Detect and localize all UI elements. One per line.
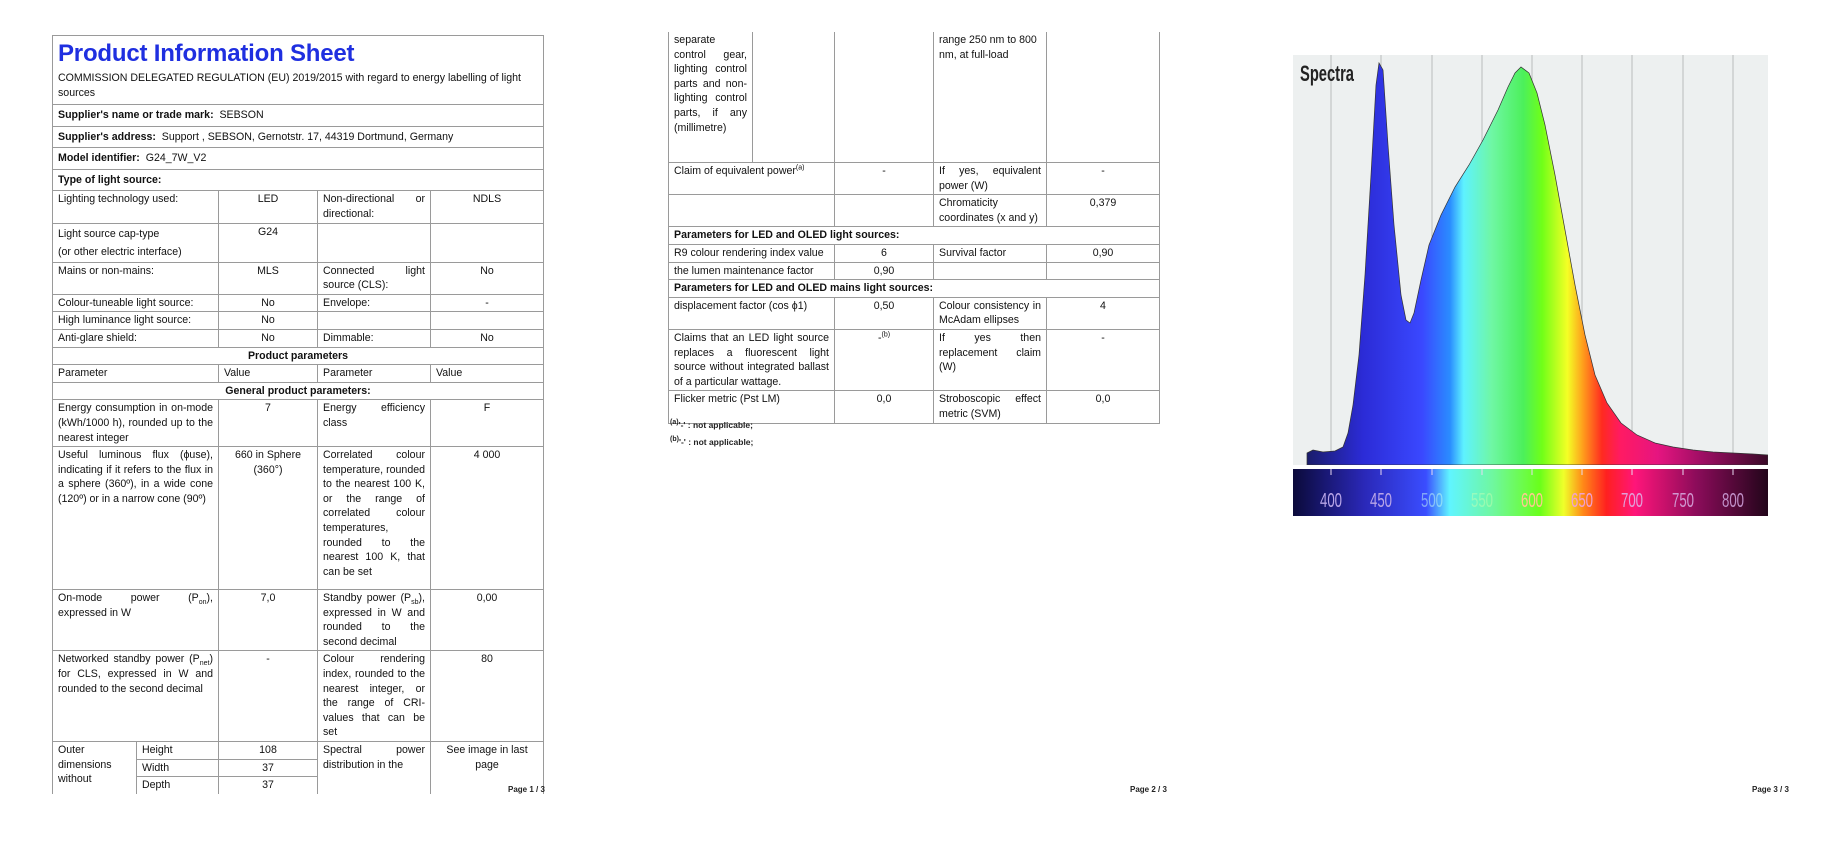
supplier-name: SEBSON bbox=[219, 109, 264, 121]
page-number: Page 2 / 3 bbox=[1130, 785, 1167, 794]
param-value: 4 000 bbox=[431, 447, 544, 590]
supplier-address: Support , SEBSON, Gernotstr. 17, 44319 Dortmund, Germany bbox=[161, 130, 454, 143]
param-label: On-mode power $(P_{on})$, expressed in W bbox=[53, 590, 219, 651]
param-label: Claim of equivalent power$^{(a)}$ bbox=[669, 163, 835, 195]
table-row bbox=[669, 297, 1160, 329]
param-value: No bbox=[219, 294, 318, 312]
param-label: Envelope: bbox=[318, 294, 431, 312]
param-value bbox=[431, 223, 544, 262]
param-label: Colour consistency in McAdam ellipses bbox=[934, 297, 1047, 329]
param-label: Non-directional or directional: bbox=[318, 191, 431, 223]
param-label: High luminance light source: bbox=[53, 312, 219, 330]
param-label: Lighting technology used: bbox=[53, 191, 219, 223]
table-row bbox=[669, 195, 1160, 227]
param-value: 0,90 bbox=[835, 262, 934, 280]
param-value: 80 bbox=[431, 651, 544, 742]
page-2 bbox=[560, 0, 1180, 842]
svg-text:800: 800 bbox=[1722, 490, 1744, 512]
table-row bbox=[669, 262, 1160, 280]
table-row bbox=[669, 329, 1160, 390]
param-value: G24 bbox=[219, 223, 318, 262]
param-value: 4 bbox=[1047, 297, 1160, 329]
product-parameters-heading: Product parameters bbox=[53, 347, 544, 365]
param-label bbox=[318, 312, 431, 330]
table-row bbox=[53, 651, 544, 742]
svg-text:750: 750 bbox=[1672, 490, 1694, 512]
table-row bbox=[53, 590, 544, 651]
svg-text:550: 550 bbox=[1471, 490, 1493, 512]
product-info-table-continued bbox=[668, 32, 1160, 424]
param-label: Spectral power distribution in the bbox=[318, 742, 431, 794]
param-value: - bbox=[835, 163, 934, 195]
table-row bbox=[53, 262, 544, 294]
table-row bbox=[669, 391, 1160, 423]
param-label: Survival factor bbox=[934, 244, 1047, 262]
param-label: R9 colour rendering index value bbox=[669, 244, 835, 262]
param-value: - bbox=[1047, 163, 1160, 195]
supplier-address-label: Supplier's address: bbox=[58, 130, 156, 143]
param-value: LED bbox=[219, 191, 318, 223]
param-value bbox=[431, 312, 544, 330]
param-value: 0,0 bbox=[835, 391, 934, 423]
svg-text:700: 700 bbox=[1621, 490, 1643, 512]
dimension-name: Depth bbox=[137, 777, 219, 794]
param-label: the lumen maintenance factor bbox=[669, 262, 835, 280]
chart-title: Spectra bbox=[1300, 61, 1355, 86]
table-row bbox=[53, 312, 544, 330]
param-label: Useful luminous flux (ϕuse), indicating if it refers to the flux in a sphere (360º), in a wide cone (120º) or in a narrow cone (90º) bbox=[53, 447, 219, 590]
table-row bbox=[53, 447, 544, 590]
param-value bbox=[835, 195, 934, 227]
page-title: Product Information Sheet bbox=[58, 40, 355, 67]
param-value: MLS bbox=[219, 262, 318, 294]
param-label: If yes then replacement claim (W) bbox=[934, 329, 1047, 390]
param-label: Anti-glare shield: bbox=[53, 329, 219, 347]
param-value: See image in last page bbox=[431, 742, 544, 794]
param-value: -$^{(b)}$ bbox=[835, 329, 934, 390]
type-heading: Type of light source: bbox=[53, 169, 544, 191]
page-number: Page 3 / 3 bbox=[1752, 785, 1789, 794]
table-row bbox=[53, 294, 544, 312]
led-parameters-heading: Parameters for LED and OLED light sources: bbox=[669, 227, 1160, 245]
param-label bbox=[318, 223, 431, 262]
param-label: displacement factor (cos ϕ1) bbox=[669, 297, 835, 329]
table-row bbox=[53, 400, 544, 447]
table-row bbox=[669, 32, 1160, 163]
dimension-name: Width bbox=[137, 759, 219, 777]
table-row bbox=[53, 223, 544, 262]
param-label: Chromaticity coordinates (x and y) bbox=[934, 195, 1047, 227]
param-value: No bbox=[219, 312, 318, 330]
product-info-table bbox=[52, 35, 544, 794]
table-row bbox=[669, 163, 1160, 195]
param-value: 0,00 bbox=[431, 590, 544, 651]
spectral-distribution-graphic bbox=[1293, 55, 1768, 516]
footnote-b: $^{(b)}$'-' : not applicable; bbox=[670, 436, 754, 447]
param-label: Standby power $(P_{sb})$, expressed in W and rounded to the second decimal bbox=[318, 590, 431, 651]
dimension-value: 37 bbox=[219, 777, 318, 794]
dimension-value: 108 bbox=[219, 742, 318, 760]
dimension-value: 37 bbox=[219, 759, 318, 777]
param-value: 0,379 bbox=[1047, 195, 1160, 227]
table-row bbox=[53, 191, 544, 223]
param-label-sub: (or other electric interface) bbox=[58, 245, 182, 258]
column-header: Parameter bbox=[318, 365, 431, 383]
page-1 bbox=[0, 0, 560, 842]
svg-text:500: 500 bbox=[1421, 490, 1443, 512]
param-value: No bbox=[431, 329, 544, 347]
mains-parameters-heading: Parameters for LED and OLED mains light sources: bbox=[669, 280, 1160, 298]
table-row bbox=[669, 244, 1160, 262]
param-value: 0,90 bbox=[1047, 244, 1160, 262]
svg-text:650: 650 bbox=[1571, 490, 1593, 512]
param-label: Dimmable: bbox=[318, 329, 431, 347]
param-label: Flicker metric (Pst LM) bbox=[669, 391, 835, 423]
regulation-text: COMMISSION DELEGATED REGULATION (EU) 2019/2015 with regard to energy labelling of light sources bbox=[58, 72, 521, 99]
column-header-row bbox=[53, 365, 544, 383]
param-value: NDLS bbox=[431, 191, 544, 223]
param-label bbox=[934, 262, 1047, 280]
param-value: 660 in Sphere (360°) bbox=[219, 447, 318, 590]
param-label: Energy efficiency class bbox=[318, 400, 431, 447]
table-row bbox=[53, 329, 544, 347]
model-identifier: G24_7W_V2 bbox=[145, 152, 207, 165]
param-label: Colour-tuneable light source: bbox=[53, 294, 219, 312]
param-label: If yes, equivalent power (W) bbox=[934, 163, 1047, 195]
param-label: Connected light source (CLS): bbox=[318, 262, 431, 294]
param-label: Stroboscopic effect metric (SVM) bbox=[934, 391, 1047, 423]
column-header: Value bbox=[431, 365, 544, 383]
page-number: Page 1 / 3 bbox=[508, 785, 545, 794]
param-label: Correlated colour temperature, rounded to the nearest 100 K, or the range of correlated colour temperatures, rounded to the nearest 100 K, that can be set bbox=[318, 447, 431, 590]
param-value: - bbox=[431, 294, 544, 312]
param-label: Light source cap-type bbox=[58, 227, 160, 240]
svg-text:400: 400 bbox=[1320, 490, 1342, 512]
param-value: - bbox=[1047, 329, 1160, 390]
param-value bbox=[1047, 262, 1160, 280]
param-value: 7,0 bbox=[219, 590, 318, 651]
column-header: Parameter bbox=[53, 365, 219, 383]
x-axis-labels bbox=[1320, 490, 1744, 512]
spectrum-chart bbox=[1293, 55, 1768, 516]
param-value: No bbox=[219, 329, 318, 347]
param-value: 6 bbox=[835, 244, 934, 262]
param-value: 0,50 bbox=[835, 297, 934, 329]
dimension-name: Height bbox=[137, 742, 219, 760]
svg-text:600: 600 bbox=[1521, 490, 1543, 512]
footnote-a: $^{(a)}$'-' : not applicable; bbox=[670, 419, 753, 430]
param-label: Colour rendering index, rounded to the nearest integer, or the range of CRI-values that can be set bbox=[318, 651, 431, 742]
svg-text:450: 450 bbox=[1370, 490, 1392, 512]
param-label: Claims that an LED light source replaces a fluorescent light source without integrated ballast of a particular wattage. bbox=[669, 329, 835, 390]
param-label: Mains or non-mains: bbox=[53, 262, 219, 294]
param-value: 7 bbox=[219, 400, 318, 447]
supplier-name-label: Supplier's name or trade mark: bbox=[58, 109, 214, 121]
table-row bbox=[53, 742, 544, 760]
param-value: No bbox=[431, 262, 544, 294]
general-parameters-heading: General product parameters: bbox=[53, 382, 544, 400]
param-label bbox=[669, 195, 835, 227]
dimensions-label: Outer dimensions without bbox=[53, 742, 137, 794]
param-label: range 250 nm to 800 nm, at full-load bbox=[934, 32, 1047, 163]
dimensions-label-continued: separate control gear, lighting control parts and non-lighting control parts, if any (millimetre) bbox=[669, 32, 753, 163]
model-label: Model identifier: bbox=[58, 152, 140, 165]
param-label: Networked standby power $(P_{net})$ for CLS, expressed in W and rounded to the second decimal bbox=[53, 651, 219, 742]
param-value: F bbox=[431, 400, 544, 447]
param-value: 0,0 bbox=[1047, 391, 1160, 423]
param-value: - bbox=[219, 651, 318, 742]
column-header: Value bbox=[219, 365, 318, 383]
param-label: Energy consumption in on-mode (kWh/1000 h), rounded up to the nearest integer bbox=[53, 400, 219, 447]
